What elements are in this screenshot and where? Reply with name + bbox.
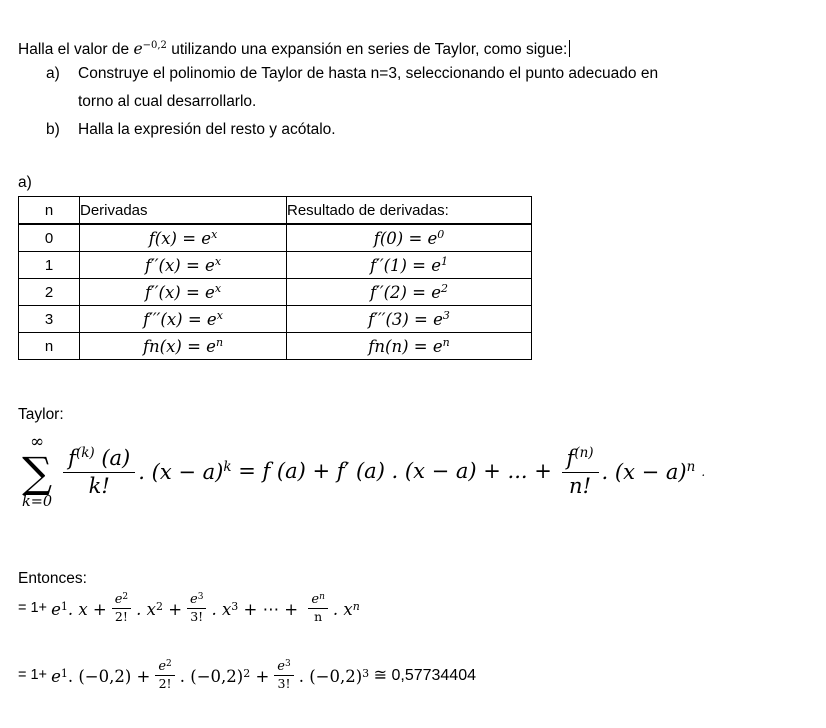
cell-n: 1 xyxy=(19,252,80,279)
section-a-label: a) xyxy=(18,173,32,191)
exercise-statement xyxy=(18,40,570,59)
task-item-b xyxy=(18,116,658,144)
lower-limit: k=0 xyxy=(22,494,53,511)
cell-resultado: $f''(1) = e^1$ xyxy=(287,252,532,279)
task-text: Halla la expresión del resto y acótalo. xyxy=(78,121,336,138)
fraction-fn-over-nfactorial: $\frac{f^{(n)}}{n!}$ xyxy=(562,447,599,497)
fraction-fk-over-kfactorial: $\frac{f^{(k)} (a)}{k!}$ xyxy=(63,447,135,497)
cell-derivada: $fn(x) = e^n$ xyxy=(80,333,287,360)
table-row xyxy=(19,279,532,306)
equals-one-plus: = 1+ xyxy=(18,600,52,616)
taylor-series-formula xyxy=(22,434,705,510)
cell-n: 3 xyxy=(19,306,80,333)
header-cell-derivadas: Derivadas xyxy=(80,197,287,225)
task-marker: a) xyxy=(46,65,60,82)
header-cell-resultado: Resultado de derivadas: xyxy=(287,197,532,225)
cell-derivada: $f''(x) = e^x$ xyxy=(80,252,287,279)
task-item-a xyxy=(18,60,658,116)
fraction-e3-3factorial: $\frac{e^3}{3!}$ xyxy=(187,593,206,624)
evaluation-result-line: = 1+ $e^1$. (−0,2) + $\frac{e^2}{2!}$ . $(-0,2)^2$ + $\frac{e^3}{3!}$ . $(-0,2)^3$ ≅ 0,57734404 xyxy=(18,658,476,691)
equals-one-plus: = 1+ xyxy=(18,667,52,683)
table-row xyxy=(19,224,532,252)
table-header-row xyxy=(19,197,532,225)
taylor-label: Taylor: xyxy=(18,405,64,423)
table-row xyxy=(19,252,532,279)
cell-resultado: $fn(n) = e^n$ xyxy=(287,333,532,360)
statement-post: utilizando una expansión en series de Taylor, como sigue: xyxy=(166,40,568,58)
cell-n: n xyxy=(19,333,80,360)
taylor-polynomial-line: = 1+ $e^1$. x + $\frac{e^2}{2!}$ . $x^2$ + $\frac{e^3}{3!}$ . $x^3$ + ⋯ + $\frac{e^n}{n}$ . $x^n$ xyxy=(18,591,360,624)
fraction-e2-2factorial: $\frac{e^2}{2!}$ xyxy=(112,593,131,624)
task-text: Construye el polinomio de Taylor de hasta n=3, seleccionando el punto adecuado en torno al cual desarrollarlo. xyxy=(78,65,659,110)
cell-resultado: $f'''(3) = e^3$ xyxy=(287,306,532,333)
fraction-en-n: $\frac{e^n}{n}$ xyxy=(308,593,328,624)
cell-n: 0 xyxy=(19,224,80,252)
derivatives-table xyxy=(18,196,532,360)
fraction-e2-2factorial: $\frac{e^2}{2!}$ xyxy=(155,660,174,691)
e-term: e xyxy=(133,39,143,58)
sigma-glyph: ∑ xyxy=(22,448,53,497)
cell-resultado: $f''(2) = e^2$ xyxy=(287,279,532,306)
cell-derivada: $f''(x) = e^x$ xyxy=(80,279,287,306)
task-list xyxy=(18,60,658,144)
term-x-minus-a-k: . $(x - a)^k$ xyxy=(138,458,232,484)
summation-symbol xyxy=(22,434,52,510)
end-period: . xyxy=(701,464,706,479)
text-cursor xyxy=(569,40,570,57)
table-row xyxy=(19,333,532,360)
cell-n: 2 xyxy=(19,279,80,306)
term-x-minus-a-n: . $(x - a)^n$ xyxy=(601,458,696,484)
cell-resultado: $f(0) = e^0$ xyxy=(287,224,532,252)
approx-result: ≅ 0,57734404 xyxy=(369,667,476,684)
cell-derivada: $f'''(x) = e^x$ xyxy=(80,306,287,333)
statement-pre: Halla el valor de xyxy=(18,40,134,58)
entonces-label: Entonces: xyxy=(18,569,87,587)
header-cell-n: n xyxy=(19,197,80,225)
task-marker: b) xyxy=(46,121,60,138)
fraction-e3-3factorial: $\frac{e^3}{3!}$ xyxy=(274,660,293,691)
infinity-upper-limit: ∞ xyxy=(30,432,45,452)
e-exponent: −0,2 xyxy=(142,39,167,51)
expansion-terms: = f (a) + f′ (a) . (x − a) + ... + xyxy=(231,459,559,484)
table-row xyxy=(19,306,532,333)
cell-derivada: $f(x) = e^x$ xyxy=(80,224,287,252)
